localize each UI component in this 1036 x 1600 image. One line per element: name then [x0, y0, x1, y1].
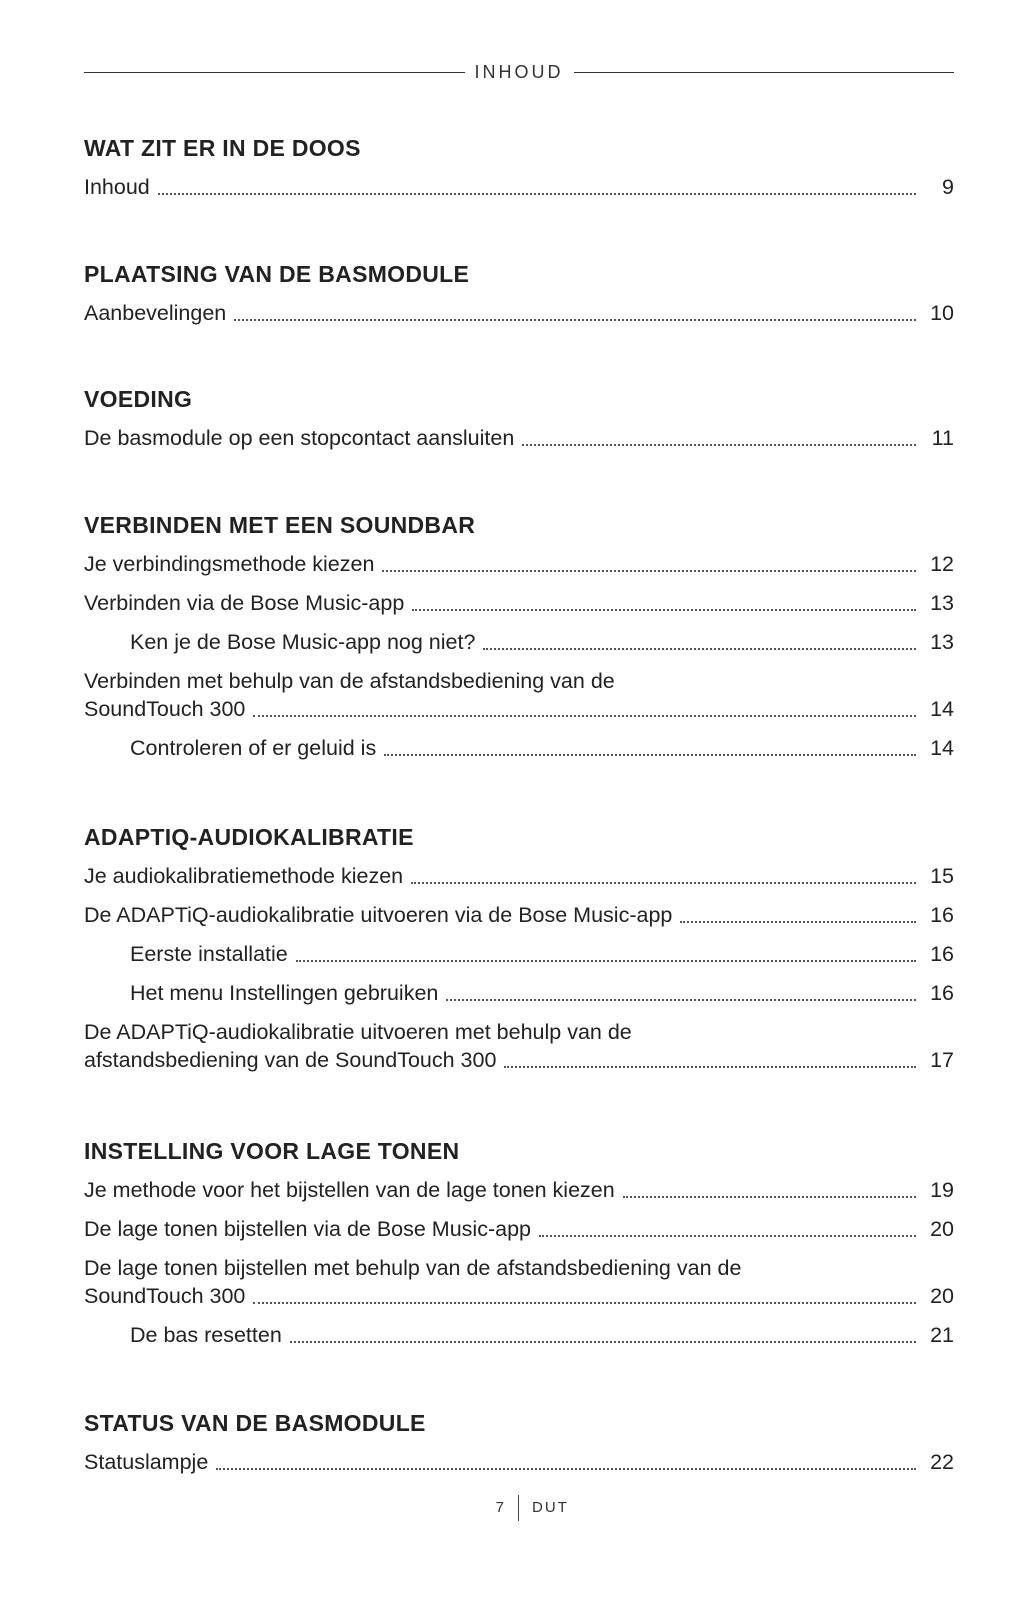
- toc-entry[interactable]: [84, 1176, 954, 1204]
- toc-entry[interactable]: [84, 550, 954, 578]
- entry-title: De bas resetten: [130, 1323, 282, 1347]
- dot-leader: [680, 921, 916, 923]
- dot-leader: [483, 648, 916, 650]
- entry-title: Je methode voor het bijstellen van de lage tonen kiezen: [84, 1178, 615, 1202]
- entry-title: afstandsbediening van de SoundTouch 300: [84, 1048, 497, 1072]
- toc-section: [84, 384, 954, 463]
- entry-page-number: 22: [930, 1450, 954, 1474]
- dot-leader: [522, 444, 916, 446]
- header-rule-right: [574, 72, 955, 73]
- entry-title: SoundTouch 300: [84, 697, 246, 721]
- entry-title: Eerste installatie: [130, 942, 288, 966]
- entry-title: Je audiokalibratiemethode kiezen: [84, 864, 404, 888]
- toc-section: [84, 510, 954, 773]
- toc-entry[interactable]: [84, 734, 954, 762]
- entry-title: Je verbindingsmethode kiezen: [84, 552, 375, 576]
- toc-entry[interactable]: [84, 173, 954, 201]
- toc-entry[interactable]: [84, 589, 954, 617]
- entry-title: Controleren of er geluid is: [130, 736, 377, 760]
- entry-title: Ken je de Bose Music-app nog niet?: [130, 630, 476, 654]
- toc-entry[interactable]: [84, 1215, 954, 1243]
- toc-section: [84, 1136, 954, 1360]
- dot-leader: [623, 1196, 916, 1198]
- entry-page-number: 13: [930, 630, 954, 654]
- dot-leader: [296, 960, 916, 962]
- toc-entry[interactable]: [84, 862, 954, 890]
- entry-page-number: 19: [930, 1178, 954, 1202]
- dot-leader: [446, 999, 916, 1001]
- toc-entry[interactable]: [84, 1321, 954, 1349]
- entry-page-number: 11: [931, 426, 954, 450]
- entry-page-number: 9: [942, 175, 954, 199]
- section-heading: PLAATSING VAN DE BASMODULE: [84, 261, 470, 287]
- entry-page-number: 13: [930, 591, 954, 615]
- entry-title: Statuslampje: [84, 1450, 209, 1474]
- dot-leader: [382, 570, 916, 572]
- section-heading: ADAPTIQ-AUDIOKALIBRATIE: [84, 824, 414, 850]
- dot-leader: [216, 1468, 916, 1470]
- toc-entry[interactable]: [84, 1448, 954, 1476]
- entry-title: De lage tonen bijstellen via de Bose Music-app: [84, 1217, 531, 1241]
- entry-title: Aanbevelingen: [84, 301, 227, 325]
- entry-title: De basmodule op een stopcontact aansluiten: [84, 426, 515, 450]
- entry-title: Verbinden via de Bose Music-app: [84, 591, 405, 615]
- entry-title-line1: De ADAPTiQ-audiokalibratie uitvoeren met behulp van de: [84, 1020, 632, 1044]
- dot-leader: [539, 1235, 916, 1237]
- toc-entry[interactable]: [84, 424, 954, 452]
- dot-leader: [411, 882, 916, 884]
- entry-page-number: 20: [930, 1217, 954, 1241]
- dot-leader: [504, 1066, 916, 1068]
- toc-title: INHOUD: [474, 61, 564, 82]
- toc-entry[interactable]: [84, 299, 954, 327]
- entry-page-number: 14: [930, 697, 954, 721]
- entry-page-number: 16: [930, 942, 954, 966]
- entry-title: Inhoud: [84, 175, 150, 199]
- dot-leader: [412, 609, 916, 611]
- toc-entry[interactable]: [84, 667, 954, 723]
- dot-leader: [290, 1341, 916, 1343]
- section-heading: VERBINDEN MET EEN SOUNDBAR: [84, 512, 476, 538]
- entry-page-number: 16: [930, 903, 954, 927]
- section-heading: VOEDING: [84, 386, 193, 412]
- header-rule-left: [84, 72, 465, 73]
- entry-title: SoundTouch 300: [84, 1284, 246, 1308]
- entry-page-number: 10: [930, 301, 954, 325]
- section-heading: STATUS VAN DE BASMODULE: [84, 1410, 426, 1436]
- toc-entry[interactable]: [84, 901, 954, 929]
- dot-leader: [158, 193, 916, 195]
- entry-page-number: 20: [930, 1284, 954, 1308]
- entry-page-number: 15: [930, 864, 954, 888]
- page-footer: [0, 1495, 1036, 1523]
- entry-page-number: 12: [930, 552, 954, 576]
- toc-header: [84, 60, 954, 84]
- entry-title-line1: De lage tonen bijstellen met behulp van de afstandsbediening van de: [84, 1256, 742, 1280]
- dot-leader: [253, 1302, 916, 1304]
- toc-entry[interactable]: [84, 1254, 954, 1310]
- toc-section: [84, 259, 954, 338]
- toc-entry[interactable]: [84, 979, 954, 1007]
- entry-page-number: 21: [930, 1323, 954, 1347]
- entry-title: Het menu Instellingen gebruiken: [130, 981, 439, 1005]
- toc-entry[interactable]: [84, 940, 954, 968]
- language-code: DUT: [532, 1499, 569, 1516]
- page-number: 7: [495, 1499, 506, 1516]
- toc-section: [84, 1408, 954, 1487]
- dot-leader: [253, 715, 916, 717]
- footer-divider: [518, 1495, 519, 1521]
- toc-section: [84, 822, 954, 1085]
- toc-section: [84, 133, 954, 212]
- toc-entry[interactable]: [84, 628, 954, 656]
- entry-page-number: 17: [930, 1048, 954, 1072]
- toc-entry[interactable]: [84, 1018, 954, 1074]
- entry-title: De ADAPTiQ-audiokalibratie uitvoeren via de Bose Music-app: [84, 903, 673, 927]
- dot-leader: [384, 754, 916, 756]
- dot-leader: [234, 319, 916, 321]
- section-heading: INSTELLING VOOR LAGE TONEN: [84, 1138, 460, 1164]
- entry-title-line1: Verbinden met behulp van de afstandsbediening van de: [84, 669, 615, 693]
- entry-page-number: 14: [930, 736, 954, 760]
- entry-page-number: 16: [930, 981, 954, 1005]
- section-heading: WAT ZIT ER IN DE DOOS: [84, 135, 361, 161]
